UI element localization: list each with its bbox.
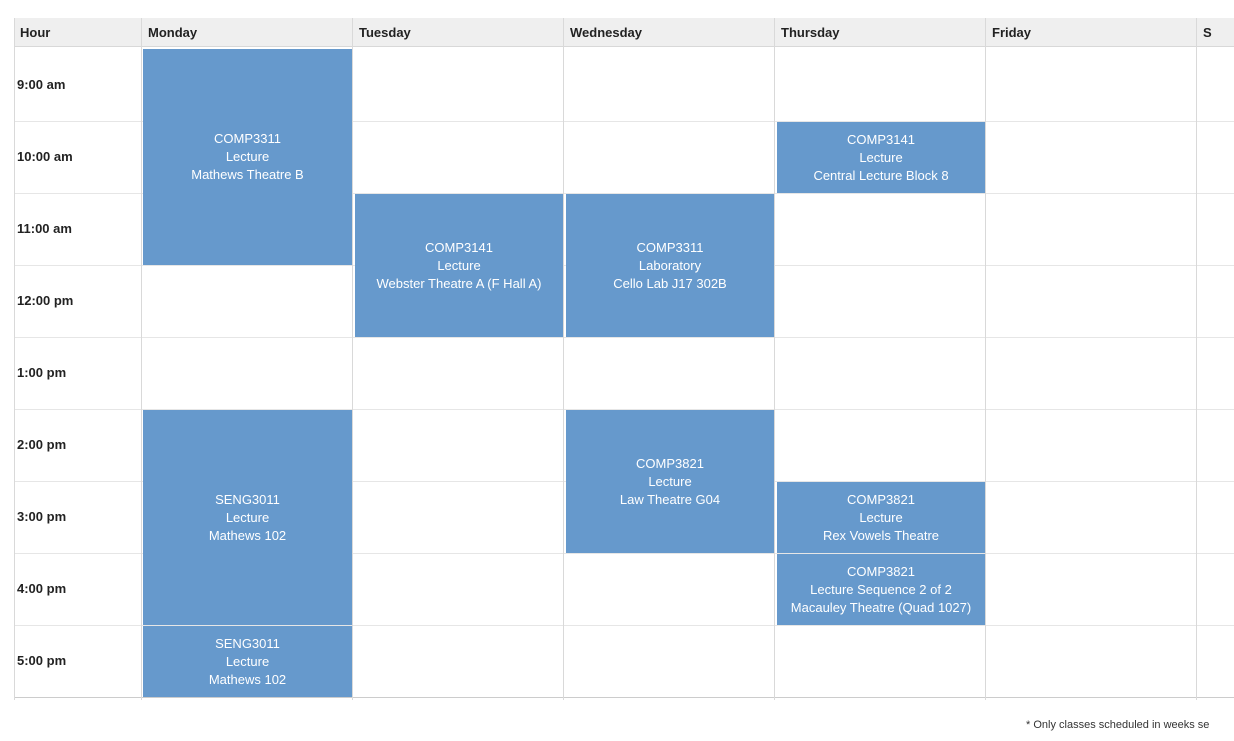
class-code: COMP3821 bbox=[847, 491, 915, 507]
class-block-comp3821-lecture-sequence-thursday[interactable] bbox=[777, 554, 985, 625]
class-block-comp3311-lecture-monday[interactable] bbox=[143, 49, 352, 265]
header-day-friday: Friday bbox=[992, 25, 1032, 40]
class-type: Lecture bbox=[225, 149, 270, 164]
hour-label: 11:00 am bbox=[17, 221, 72, 236]
column-divider bbox=[352, 18, 353, 700]
class-room: Central Lecture Block 8 bbox=[813, 167, 949, 183]
hour-label: 10:00 am bbox=[17, 149, 73, 164]
class-room: Rex Vowels Theatre bbox=[822, 527, 940, 543]
hour-label: 3:00 pm bbox=[17, 509, 67, 524]
class-code: COMP3821 bbox=[636, 455, 704, 471]
header-day-thursday: Thursday bbox=[781, 25, 840, 40]
hour-label: 2:00 pm bbox=[17, 437, 67, 452]
timetable-grid bbox=[14, 18, 1234, 700]
class-room: Mathews 102 bbox=[208, 671, 287, 687]
class-room: Mathews Theatre B bbox=[191, 167, 304, 182]
class-code: SENG3011 bbox=[215, 635, 280, 651]
row-divider bbox=[14, 337, 1234, 338]
class-type: Laboratory bbox=[638, 257, 702, 273]
class-code: COMP3311 bbox=[214, 131, 281, 146]
column-divider bbox=[141, 18, 142, 700]
header-day-saturday: S bbox=[1203, 25, 1212, 40]
class-room: Law Theatre G04 bbox=[619, 491, 721, 507]
class-code: SENG3011 bbox=[215, 491, 280, 507]
hour-label: 4:00 pm bbox=[17, 581, 67, 596]
class-code: COMP3311 bbox=[636, 239, 704, 255]
class-block-seng3011-lecture-monday-5pm[interactable] bbox=[143, 626, 352, 697]
class-type: Lecture bbox=[859, 149, 903, 165]
hour-label: 5:00 pm bbox=[17, 653, 67, 668]
header-day-tuesday: Tuesday bbox=[359, 25, 411, 40]
column-divider bbox=[563, 18, 564, 700]
column-divider bbox=[14, 18, 15, 700]
column-divider bbox=[985, 18, 986, 700]
class-room: Webster Theatre A (F Hall A) bbox=[376, 275, 542, 291]
class-room: Macauley Theatre (Quad 1027) bbox=[790, 599, 972, 615]
row-divider bbox=[14, 697, 1234, 698]
header-day-wednesday: Wednesday bbox=[570, 25, 643, 40]
class-type: Lecture bbox=[437, 257, 481, 273]
class-type: Lecture bbox=[225, 653, 270, 669]
column-divider bbox=[774, 18, 775, 700]
class-block-comp3821-lecture-wednesday[interactable] bbox=[566, 410, 774, 553]
header-day-monday: Monday bbox=[148, 25, 198, 40]
column-divider bbox=[1196, 18, 1197, 700]
class-code: COMP3141 bbox=[425, 239, 493, 255]
class-block-comp3821-lecture-thursday[interactable] bbox=[777, 482, 985, 553]
class-block-comp3141-lecture-thursday[interactable] bbox=[777, 122, 985, 193]
class-code: COMP3821 bbox=[847, 563, 915, 579]
hour-label: 1:00 pm bbox=[17, 365, 67, 380]
class-code: COMP3141 bbox=[847, 131, 915, 147]
class-type: Lecture bbox=[859, 509, 903, 525]
class-type: Lecture Sequence 2 of 2 bbox=[810, 581, 952, 597]
class-block-comp3141-lecture-tuesday[interactable] bbox=[355, 194, 563, 337]
timetable bbox=[14, 18, 1212, 700]
class-block-comp3311-laboratory-wednesday[interactable] bbox=[566, 194, 774, 337]
header-hour: Hour bbox=[20, 25, 51, 40]
hour-label: 12:00 pm bbox=[17, 293, 74, 308]
class-block-seng3011-lecture-monday[interactable] bbox=[143, 410, 352, 625]
class-type: Lecture bbox=[648, 473, 692, 489]
hour-label: 9:00 am bbox=[17, 77, 66, 92]
class-room: Mathews 102 bbox=[208, 527, 287, 543]
class-type: Lecture bbox=[225, 509, 270, 525]
class-room: Cello Lab J17 302B bbox=[613, 275, 727, 291]
footnote: * Only classes scheduled in weeks se bbox=[1026, 719, 1210, 731]
